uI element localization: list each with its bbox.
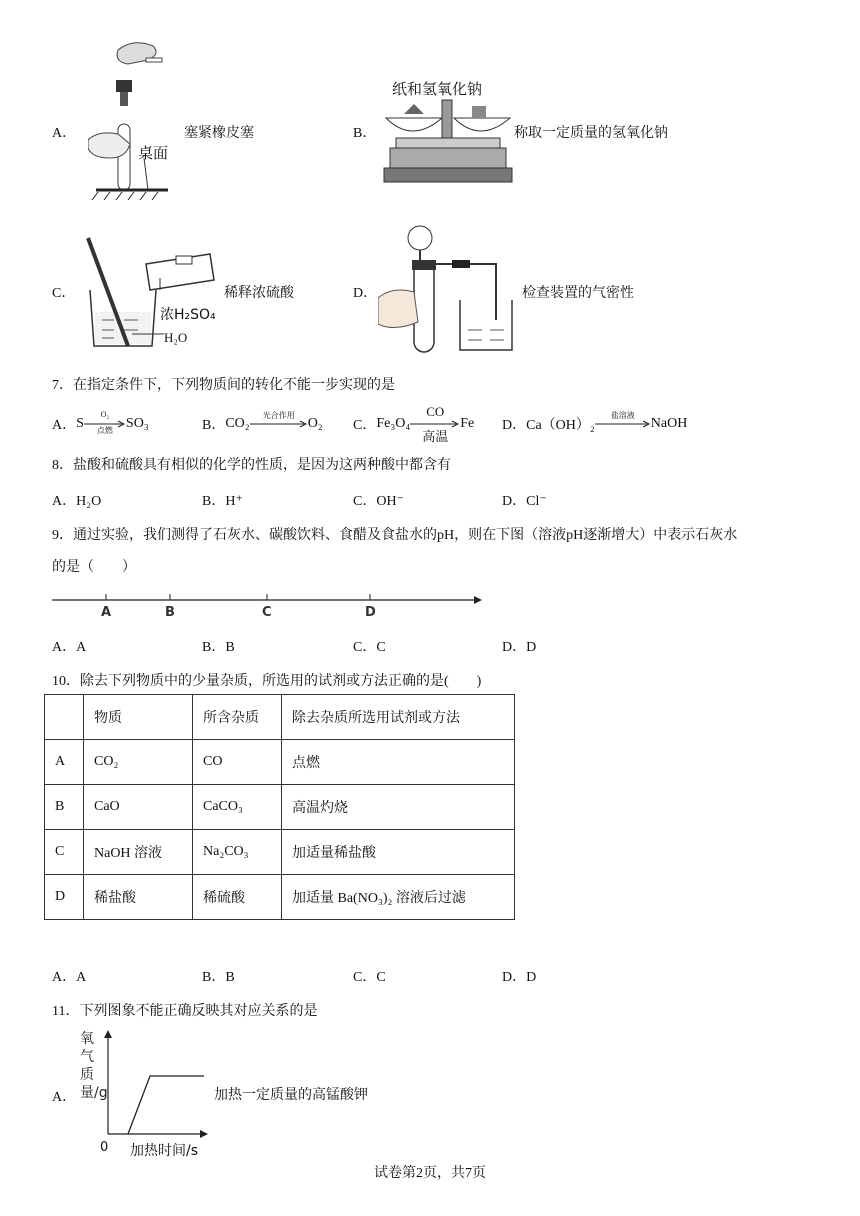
q10-option-a: A．A [52, 970, 87, 985]
q8-option-d: D．Cl⁻ [502, 494, 547, 509]
table-cell: Na₂CO₃ [193, 830, 282, 875]
q6-option-a-illustration [88, 40, 168, 200]
table-header-cell: 除去杂质所选用试剂或方法 [282, 695, 515, 740]
q9-stem-line1: 9．通过实验，我们测得了石灰水、碳酸饮料、食醋及食盐水的pH，则在下图（溶液pH逐渐增大）中表示石灰水 [52, 528, 738, 543]
table-cell: C [45, 830, 84, 875]
q9-axis-label-c: C [262, 605, 272, 620]
table-cell: 稀盐酸 [84, 875, 193, 920]
q7-c-arrow-bottom: 高温 [422, 429, 449, 444]
q7-c-arrow [410, 406, 460, 442]
q9-axis-label-a: A [101, 605, 112, 620]
q7-b-arrow-top: 光合作用 [262, 411, 295, 420]
q7-a-arrow-top: O₂ [100, 410, 110, 419]
q7-d-from: Ca（OH）₂ [526, 418, 595, 433]
table-header-row [45, 695, 515, 740]
q8-option-b: B．H⁺ [202, 494, 243, 509]
table-cell: 高温灼烧 [282, 785, 515, 830]
table-row [45, 785, 515, 830]
q9-axis-label-d: D [365, 605, 376, 620]
q6-option-d-letter: D． [353, 286, 378, 301]
q6-option-c-illustration [80, 234, 220, 352]
q7-option-c [353, 406, 474, 442]
q7-d-letter: D． [502, 418, 527, 433]
table-cell: NaOH 溶液 [84, 830, 193, 875]
q11-option-a-letter: A． [52, 1090, 77, 1105]
q10-option-d: D．D [502, 970, 537, 985]
q11-a-graph [100, 1028, 210, 1140]
q6-option-b-illustration [382, 98, 514, 184]
q6-c-label-acid: 浓H₂SO₄ [160, 307, 216, 323]
table-cell: CO [193, 740, 282, 785]
q9-stem-line2: 的是（ ） [52, 560, 136, 575]
q7-option-b [202, 411, 323, 434]
q6-b-label: 纸和氢氧化钠 [392, 80, 483, 98]
q7-b-to: O₂ [307, 416, 323, 431]
q10-table [44, 694, 515, 920]
q9-option-d: D．D [502, 640, 537, 655]
q7-c-letter: C． [353, 418, 377, 433]
table-row [45, 875, 515, 920]
table-cell: 点燃 [282, 740, 515, 785]
table-cell: 加适量稀盐酸 [282, 830, 515, 875]
q10-stem: 10．除去下列物质中的少量杂质，所选用的试剂或方法正确的是( ) [52, 674, 482, 689]
q6-option-d-caption: 检查装置的气密性 [522, 286, 634, 301]
q9-option-a: A．A [52, 640, 87, 655]
q7-a-from: S [76, 416, 84, 431]
q6-option-b-caption: 称取一定质量的氢氧化钠 [514, 126, 668, 141]
table-row [45, 830, 515, 875]
table-cell: D [45, 875, 84, 920]
q6-c-label-water: H₂O [164, 330, 188, 345]
q6-option-d-illustration [378, 218, 518, 358]
q6-option-c-letter: C． [52, 286, 76, 301]
q7-c-to: Fe [460, 416, 475, 431]
q6-option-c-caption: 稀释浓硫酸 [224, 286, 294, 301]
q6-option-b-letter: B． [353, 126, 377, 141]
table-cell: CO₂ [84, 740, 193, 785]
q11-option-a-caption: 加热一定质量的高锰酸钾 [214, 1088, 368, 1103]
q10-option-b: B．B [202, 970, 235, 985]
q7-d-arrow [595, 411, 651, 434]
q7-a-to: SO₃ [125, 416, 149, 431]
q7-b-letter: B． [202, 418, 226, 433]
table-row [45, 740, 515, 785]
q11-a-origin: 0 [100, 1140, 109, 1155]
q7-c-from: Fe₃O₄ [376, 416, 411, 431]
table-header-cell [45, 695, 84, 740]
q7-b-from: CO₂ [225, 416, 250, 431]
table-header-cell: 物质 [84, 695, 193, 740]
table-header-cell: 所含杂质 [193, 695, 282, 740]
table-cell: A [45, 740, 84, 785]
q7-option-d [502, 411, 688, 434]
q6-option-a-letter: A． [52, 126, 77, 141]
table-cell: 稀硫酸 [193, 875, 282, 920]
q8-option-c: C．OH⁻ [353, 494, 404, 509]
q10-option-c: C．C [353, 970, 386, 985]
q11-a-ylabel: 氧气质量/g [80, 1031, 108, 1101]
q9-option-b: B．B [202, 640, 235, 655]
table-cell: B [45, 785, 84, 830]
q7-a-arrow-bottom: 点燃 [96, 426, 113, 435]
q7-a-arrow [84, 410, 126, 435]
q7-option-a [52, 410, 149, 435]
q7-b-arrow [250, 411, 308, 434]
q9-option-c: C．C [353, 640, 386, 655]
table-cell: CaCO₃ [193, 785, 282, 830]
q7-d-to: NaOH [650, 416, 688, 431]
q6-a-desk-label: 桌面 [138, 144, 169, 162]
page-footer: 试卷第2页，共7页 [374, 1166, 486, 1181]
q7-stem: 7．在指定条件下，下列物质间的转化不能一步实现的是 [52, 378, 395, 393]
q11-stem: 11．下列图象不能正确反映其对应关系的是 [52, 1004, 318, 1019]
q11-a-xlabel: 加热时间/s [130, 1143, 199, 1159]
q9-axis-label-b: B [165, 605, 175, 620]
q7-d-arrow-top: 盐溶液 [610, 411, 635, 420]
table-cell: 加适量 Ba(NO₃)₂ 溶液后过滤 [282, 875, 515, 920]
q6-option-a-caption: 塞紧橡皮塞 [184, 126, 254, 141]
q8-option-a: A．H₂O [52, 494, 102, 509]
q7-a-letter: A． [52, 418, 77, 433]
q8-stem: 8．盐酸和硫酸具有相似的化学的性质，是因为这两种酸中都含有 [52, 458, 451, 473]
table-cell: CaO [84, 785, 193, 830]
q7-c-arrow-top: CO [426, 404, 445, 419]
